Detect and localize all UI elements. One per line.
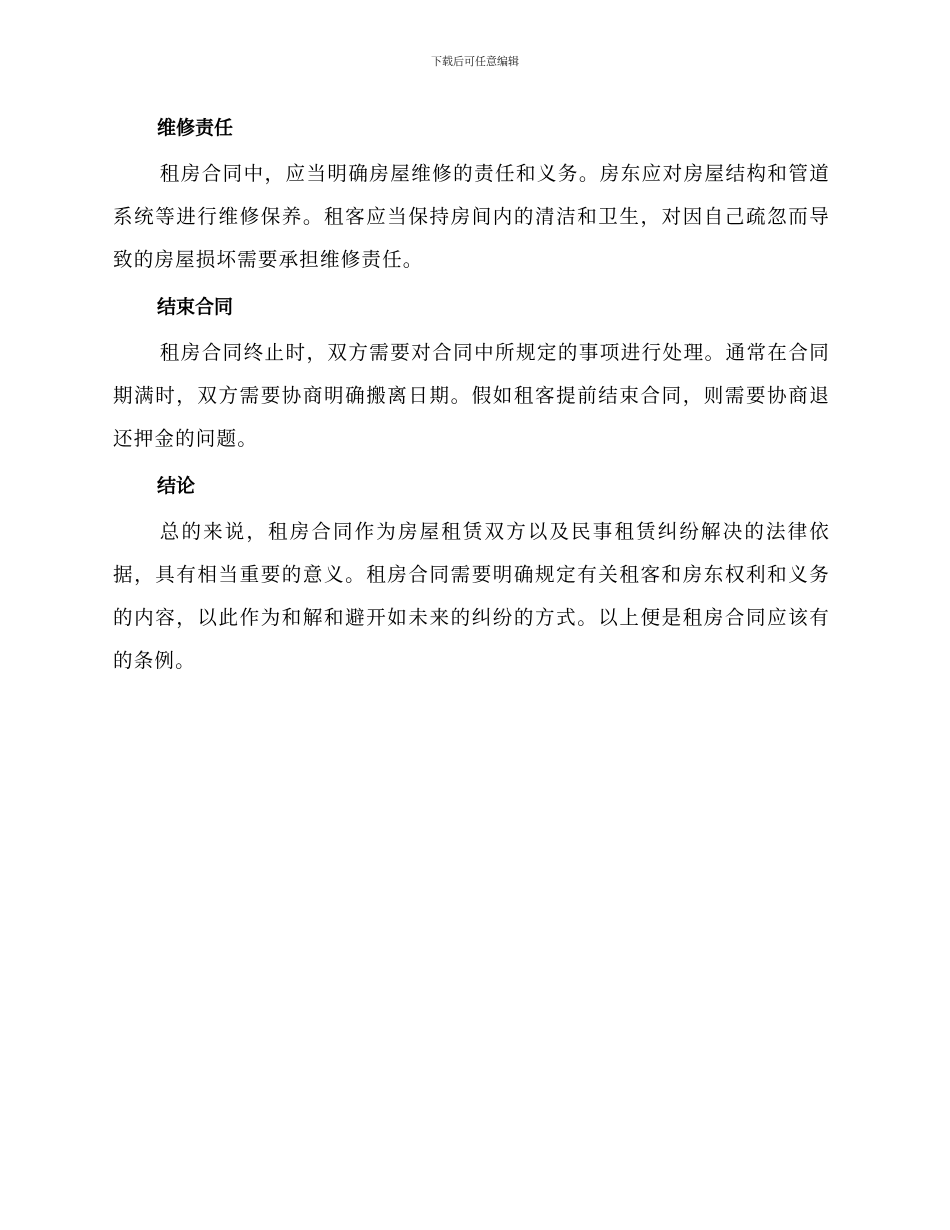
document-body [113,108,830,688]
section-contract-termination [113,287,830,460]
section-maintenance [113,108,830,281]
page-header-note: 下载后可任意编辑 [431,55,519,68]
section-heading: 结论 [157,475,196,497]
section-paragraph: 总的来说，租房合同作为房屋租赁双方以及民事租赁纠纷解决的法律依据，具有相当重要的意义。租房合同需要明确规定有关租客和房东权利和义务的内容，以此作为和解和避开如未来的纠纷的方式。以上便是租房合同应该有的条例。 [113,520,830,672]
section-heading: 结束合同 [157,296,234,318]
section-paragraph: 租房合同终止时，双方需要对合同中所规定的事项进行处理。通常在合同期满时，双方需要协商明确搬离日期。假如租客提前结束合同，则需要协商退还押金的问题。 [113,341,830,450]
section-conclusion [113,466,830,682]
section-heading: 维修责任 [157,117,234,139]
section-paragraph: 租房合同中，应当明确房屋维修的责任和义务。房东应对房屋结构和管道系统等进行维修保养。租客应当保持房间内的清洁和卫生，对因自己疏忽而导致的房屋损坏需要承担维修责任。 [113,162,830,271]
